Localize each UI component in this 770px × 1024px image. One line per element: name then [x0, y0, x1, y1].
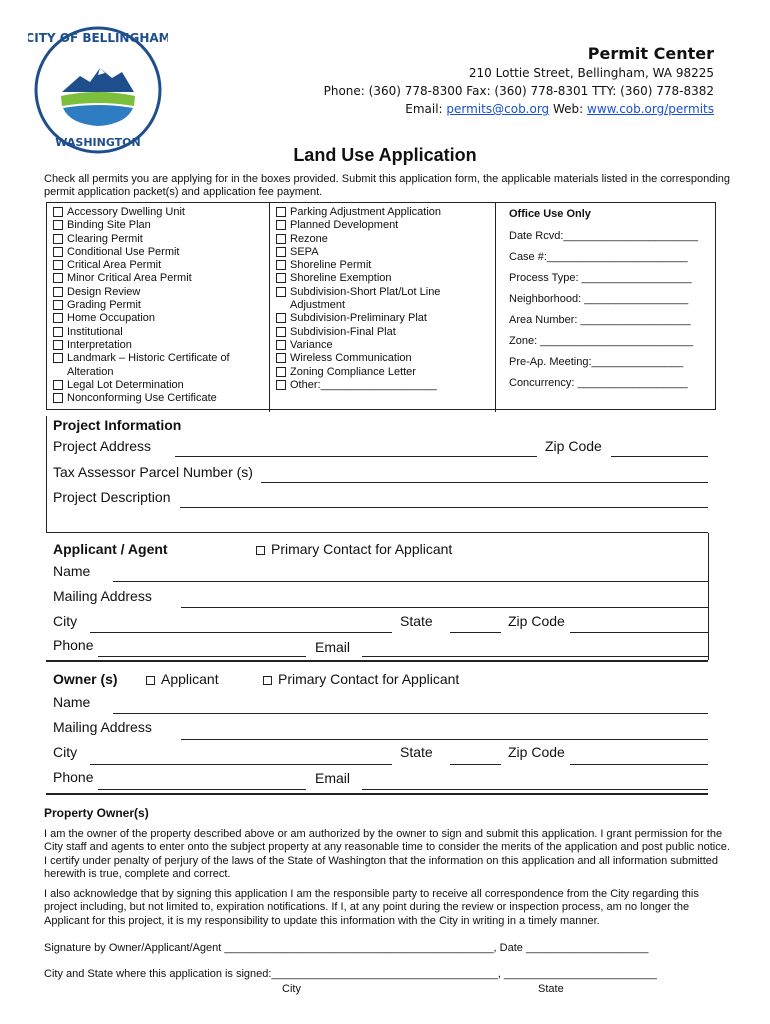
project-description-field-1[interactable]	[180, 507, 708, 508]
applicant-heading: Applicant / Agent	[53, 541, 168, 557]
property-owner-heading: Property Owner(s)	[44, 806, 149, 820]
applicant-primary-contact[interactable]	[256, 541, 452, 557]
checkbox[interactable]	[53, 220, 63, 230]
checkbox[interactable]	[53, 247, 63, 257]
header-email-web	[405, 102, 714, 116]
owner-city-label: City	[53, 744, 78, 760]
owner-name-label: Name	[53, 694, 91, 710]
owner-phone-field[interactable]	[98, 789, 306, 790]
project-info-heading: Project Information	[53, 417, 182, 433]
form-intro: Check all permits you are applying for in the boxes provided. Submit this application form, the applicable materials listed in the corresponding permit application packet(s) and application fee payment.	[44, 173, 731, 198]
signature-line[interactable]: Signature by Owner/Applicant/Agent ____________________________________________, Date ____________________	[44, 942, 649, 954]
permit-option-planned-development[interactable]	[270, 219, 495, 232]
permit-option-label: Home Occupation	[67, 312, 156, 325]
permit-option-label: Design Review	[67, 285, 141, 298]
permit-option-minor-critical-area-permit[interactable]	[47, 272, 269, 285]
permit-option-label: Nonconforming Use Certificate	[67, 392, 217, 405]
parcel-number-label: Tax Assessor Parcel Number (s)	[53, 464, 253, 480]
applicant-email-label: Email	[315, 639, 351, 655]
owner-state-label: State	[400, 744, 433, 760]
checkbox[interactable]	[53, 300, 63, 310]
permit-option-label: Subdivision-Final Plat	[290, 325, 396, 338]
permit-option-variance[interactable]	[270, 339, 495, 352]
permit-option-rezone[interactable]	[270, 233, 495, 246]
owner-phone-label: Phone	[53, 769, 94, 785]
project-zip-label: Zip Code	[545, 438, 602, 454]
permit-option-label: Critical Area Permit	[67, 259, 162, 272]
office-concurrency: Concurrency: __________________	[509, 377, 688, 389]
project-address-field[interactable]	[175, 456, 537, 457]
permit-option-accessory-dwelling-unit[interactable]	[47, 206, 269, 219]
checkbox[interactable]	[53, 327, 63, 337]
permit-option-parking-adjustment-application[interactable]	[270, 206, 495, 219]
office-process-type: Process Type: __________________	[509, 272, 692, 284]
permit-option-label: Landmark – Historic Certificate of Alteration	[67, 352, 230, 378]
permit-option-label: Accessory Dwelling Unit	[67, 206, 185, 218]
checkbox[interactable]	[276, 313, 286, 323]
permit-option-interpretation[interactable]	[47, 339, 269, 352]
svg-text:WASHINGTON: WASHINGTON	[55, 136, 141, 149]
applicant-phone-field[interactable]	[98, 656, 306, 657]
permit-option-grading-permit[interactable]	[47, 299, 269, 312]
owner-applicant-option[interactable]	[146, 671, 219, 687]
checkbox[interactable]	[53, 260, 63, 270]
checkbox[interactable]	[53, 353, 63, 363]
permit-option-label: Interpretation	[67, 338, 132, 351]
applicant-state-field[interactable]	[450, 632, 501, 633]
owner-zip-label: Zip Code	[508, 744, 565, 760]
permit-option-subdivision-preliminary-plat[interactable]	[270, 312, 495, 325]
checkbox[interactable]	[276, 287, 286, 297]
header-contact: Phone: (360) 778-8300 Fax: (360) 778-8301 TTY: (360) 778-8382	[323, 84, 714, 98]
permit-option-label: Conditional Use Permit	[67, 245, 180, 258]
office-preap-meeting: Pre-Ap. Meeting:_______________	[509, 356, 684, 368]
owner-mailing-label: Mailing Address	[53, 719, 152, 735]
permit-option-clearing-permit[interactable]	[47, 233, 269, 246]
permit-option-label: Legal Lot Determination	[67, 378, 184, 391]
checkbox[interactable]	[53, 287, 63, 297]
applicant-mailing-field[interactable]	[181, 607, 708, 608]
office-area-number: Area Number: __________________	[509, 314, 691, 326]
owner-state-field[interactable]	[450, 764, 501, 765]
parcel-number-field[interactable]	[261, 482, 708, 483]
checkbox[interactable]	[53, 234, 63, 244]
checkbox[interactable]	[276, 367, 286, 377]
owner-heading: Owner (s)	[53, 671, 118, 687]
checkbox[interactable]	[276, 353, 286, 363]
permit-column-2	[270, 203, 496, 412]
permit-option-label: Clearing Permit	[67, 232, 143, 245]
permit-option-critical-area-permit[interactable]	[47, 259, 269, 272]
applicant-city-field[interactable]	[90, 632, 392, 633]
applicant-primary-label: Primary Contact for Applicant	[271, 541, 453, 557]
owner-primary-label: Primary Contact for Applicant	[278, 671, 460, 687]
permit-option-conditional-use-permit[interactable]	[47, 246, 269, 259]
state-caption: State	[538, 983, 564, 995]
city-seal-logo	[28, 20, 168, 160]
permit-option-label: Grading Permit	[67, 299, 141, 312]
permit-option-binding-site-plan[interactable]	[47, 219, 269, 232]
applicant-phone-label: Phone	[53, 637, 94, 653]
office-case-number: Case #:_______________________	[509, 251, 688, 263]
checkbox[interactable]	[53, 313, 63, 323]
permit-option-label: Institutional	[67, 325, 123, 338]
permit-option-home-occupation[interactable]	[47, 312, 269, 325]
checkbox[interactable]	[53, 340, 63, 350]
owner-primary-checkbox[interactable]	[263, 676, 272, 685]
permit-option-label: Planned Development	[290, 219, 399, 232]
header-address: 210 Lottie Street, Bellingham, WA 98225	[468, 66, 714, 80]
city-state-signed-line[interactable]: City and State where this application is signed:_____________________________________, _________________________	[44, 968, 657, 980]
web-label: Web:	[549, 102, 588, 116]
property-owner-certification: I am the owner of the property described above or am authorized by the owner to sign and submit this application. I grant permission for the City staff and agents to enter onto the subject property at any reasonable time to consider the merits of the application and post public notice. I certify under penalty of perjury of the laws of the State of Washington that the information on this application and all information submitted herewith is true, complete and correct.	[44, 828, 730, 880]
project-description-field-2[interactable]	[46, 532, 708, 533]
checkbox[interactable]	[276, 207, 286, 217]
checkbox[interactable]	[53, 207, 63, 217]
permit-option-label: Binding Site Plan	[67, 219, 151, 232]
owner-mailing-field[interactable]	[181, 739, 708, 740]
permit-option-label: Shoreline Permit	[290, 259, 372, 272]
applicant-state-label: State	[400, 613, 433, 629]
project-border-left	[46, 416, 47, 533]
applicant-zip-label: Zip Code	[508, 613, 565, 629]
checkbox[interactable]	[276, 234, 286, 244]
permit-option-design-review[interactable]	[47, 286, 269, 299]
permit-option-zoning-compliance-letter[interactable]	[270, 366, 495, 379]
permit-option-label: Minor Critical Area Permit	[67, 272, 192, 285]
permit-option-label: Rezone	[290, 232, 328, 245]
permit-option-label: SEPA	[290, 245, 319, 258]
permit-option-label: Wireless Communication	[290, 352, 412, 365]
permit-option-sepa[interactable]	[270, 246, 495, 259]
checkbox[interactable]	[53, 380, 63, 390]
permit-option-subdivision-final-plat[interactable]	[270, 326, 495, 339]
permit-option-institutional[interactable]	[47, 326, 269, 339]
owner-section-divider	[46, 793, 708, 795]
permit-option-shoreline-permit[interactable]	[270, 259, 495, 272]
project-address-label: Project Address	[53, 438, 152, 454]
project-zip-field[interactable]	[611, 456, 708, 457]
checkbox[interactable]	[276, 247, 286, 257]
svg-text:CITY OF BELLINGHAM: CITY OF BELLINGHAM	[28, 31, 168, 45]
permit-option-label: Variance	[290, 338, 333, 351]
owner-zip-field[interactable]	[570, 764, 708, 765]
permit-option-label: Shoreline Exemption	[290, 272, 392, 285]
owner-email-label: Email	[315, 770, 351, 786]
property-owner-acknowledgement: I also acknowledge that by signing this application I am the responsible party to receive all correspondence from the City regarding this project including, but not limited to, expiration notifications. If I, at any point during the review or inspection process, am no longer the Applicant for this project, it is my responsibility to update this information with the City in writing in a timely manner.	[44, 888, 699, 927]
permit-column-1	[47, 203, 270, 412]
permit-option-label: Subdivision-Preliminary Plat	[290, 312, 427, 325]
permit-option-wireless-communication[interactable]	[270, 352, 495, 365]
office-neighborhood: Neighborhood: _________________	[509, 293, 689, 305]
applicant-border-right	[708, 533, 709, 660]
permit-option-shoreline-exemption[interactable]	[270, 272, 495, 285]
checkbox[interactable]	[276, 220, 286, 230]
owner-primary-contact[interactable]	[263, 671, 459, 687]
permit-option-label: Zoning Compliance Letter	[290, 365, 416, 378]
owner-applicant-checkbox[interactable]	[146, 676, 155, 685]
checkbox[interactable]	[53, 273, 63, 283]
form-title: Land Use Application	[293, 145, 477, 165]
applicant-primary-checkbox[interactable]	[256, 546, 265, 555]
applicant-zip-field[interactable]	[570, 632, 708, 633]
owner-email-field[interactable]	[362, 789, 708, 790]
office-date-rcvd: Date Rcvd:______________________	[509, 230, 698, 242]
checkbox[interactable]	[276, 260, 286, 270]
city-caption: City	[282, 983, 301, 995]
permit-option-subdivision-short-plat-lot-line-adjustment[interactable]	[270, 286, 495, 313]
email-link[interactable]: permits@cob.org	[446, 102, 550, 116]
email-label: Email:	[405, 102, 447, 116]
applicant-mailing-label: Mailing Address	[53, 588, 152, 604]
owner-applicant-label: Applicant	[161, 671, 219, 687]
owner-city-field[interactable]	[90, 764, 392, 765]
permit-option-nonconforming-use-certificate[interactable]	[47, 392, 269, 405]
office-zone: Zone: _________________________	[509, 335, 694, 347]
applicant-city-label: City	[53, 613, 78, 629]
checkbox[interactable]	[276, 327, 286, 337]
permit-option-label: Parking Adjustment Application	[290, 206, 442, 218]
applicant-name-field[interactable]	[113, 581, 708, 582]
permit-option-label: Subdivision-Short Plat/Lot Line Adjustment	[290, 285, 441, 312]
applicant-email-field[interactable]	[362, 656, 708, 657]
web-link[interactable]: www.cob.org/permits	[587, 102, 714, 116]
permit-option-label: Other:___________________	[290, 378, 437, 391]
checkbox[interactable]	[276, 273, 286, 283]
permit-option-legal-lot-determination[interactable]	[47, 379, 269, 392]
permit-option-landmark-historic-certificate-of-alteration[interactable]	[47, 352, 269, 379]
checkbox[interactable]	[276, 340, 286, 350]
applicant-name-label: Name	[53, 563, 91, 579]
permit-center-title: Permit Center	[587, 44, 714, 63]
permit-grid	[46, 202, 716, 410]
applicant-section-divider	[46, 660, 708, 662]
office-use-heading: Office Use Only	[509, 208, 591, 220]
checkbox[interactable]	[53, 393, 63, 403]
project-description-label: Project Description	[53, 489, 171, 505]
owner-name-field[interactable]	[113, 713, 708, 714]
permit-option-other[interactable]	[270, 379, 495, 392]
checkbox[interactable]	[276, 380, 286, 390]
